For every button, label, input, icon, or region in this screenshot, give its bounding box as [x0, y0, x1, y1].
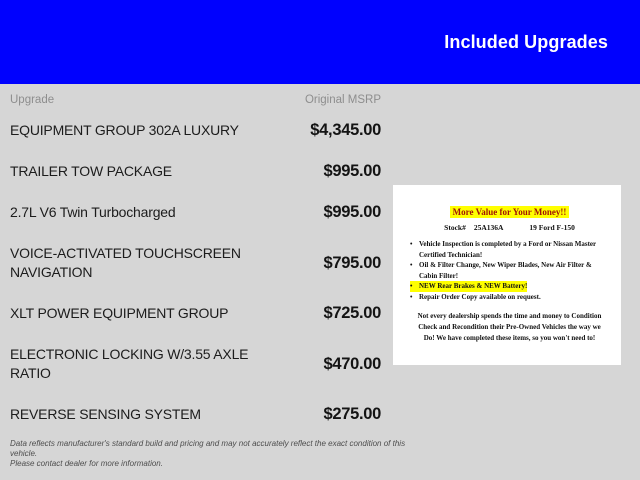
- upgrade-price: $725.00: [323, 304, 381, 322]
- bullet-icon: •: [410, 261, 413, 269]
- bullet-icon: •: [410, 281, 419, 292]
- upgrade-price: $795.00: [323, 253, 381, 272]
- upgrade-label: VOICE-ACTIVATED TOUCHSCREEN NAVIGATION: [10, 245, 241, 280]
- upgrade-price: $995.00: [323, 203, 381, 221]
- bullet-text: Oil & Filter Change, New Wiper Blades, New Air Filter & Cabin Filter!: [419, 261, 592, 280]
- table-header-row: [10, 94, 381, 106]
- table-row: [10, 394, 381, 435]
- upgrades-table: [10, 94, 381, 435]
- value-card-title-text: More Value for Your Money!!: [450, 206, 570, 218]
- value-card-bullets: [410, 239, 609, 302]
- upgrade-label: EQUIPMENT GROUP 302A LUXURY: [10, 122, 239, 138]
- upgrade-price: $470.00: [323, 354, 381, 373]
- table-row: [10, 334, 381, 394]
- upgrade-rows: [10, 110, 381, 435]
- table-row: [10, 293, 381, 334]
- value-card-title: [410, 207, 609, 217]
- page-title: Included Upgrades: [444, 31, 608, 52]
- bullet-icon: •: [410, 292, 413, 301]
- upgrade-label: 2.7L V6 Twin Turbocharged: [10, 204, 176, 220]
- value-card-bullet-item: [410, 239, 609, 260]
- bullet-text: Repair Order Copy available on request.: [419, 292, 541, 301]
- upgrade-price: $995.00: [323, 162, 381, 180]
- upgrade-price: $275.00: [323, 405, 381, 423]
- column-header-original-msrp: Original MSRP: [304, 94, 381, 106]
- upgrade-label: XLT POWER EQUIPMENT GROUP: [10, 305, 229, 321]
- vehicle-name: 19 Ford F-150: [529, 223, 575, 232]
- column-header-upgrade: Upgrade: [10, 94, 55, 106]
- bullet-text: NEW Rear Brakes & NEW Battery!: [419, 282, 528, 290]
- disclaimer: [10, 439, 430, 469]
- bullet-text: Vehicle Inspection is completed by a Ford or Nissan Master Certified Technician!: [419, 240, 597, 259]
- upgrade-price: $4,345.00: [310, 121, 381, 139]
- disclaimer-line-2: Please contact dealer for more information.: [10, 459, 163, 468]
- upgrade-label: TRAILER TOW PACKAGE: [10, 163, 172, 179]
- header-banner: [0, 0, 640, 84]
- upgrade-label: ELECTRONIC LOCKING W/3.55 AXLE RATIO: [10, 346, 249, 381]
- table-row: [10, 151, 381, 192]
- stock-label: Stock#: [444, 223, 466, 232]
- table-row: [10, 233, 381, 293]
- value-card-bullet-item: [410, 292, 609, 303]
- value-proposition-card: [393, 185, 621, 365]
- value-card-footer: Not every dealership spends the time and money to Condition Check and Recondition their Pre-Owned Vehicles the way we Do! We have completed these items, so you won't need to!: [417, 312, 602, 342]
- value-card-bullet-item: [410, 281, 609, 292]
- upgrade-label: REVERSE SENSING SYSTEM: [10, 406, 201, 422]
- value-card-bullet-item: [410, 260, 609, 281]
- stock-number: 25A136A: [473, 223, 504, 232]
- value-card-stock-line: [410, 223, 609, 232]
- disclaimer-line-1: Data reflects manufacturer's standard build and pricing and may not accurately reflect the exact condition of this vehicle.: [10, 439, 406, 458]
- bullet-icon: •: [410, 240, 413, 248]
- table-row: [10, 110, 381, 151]
- table-row: [10, 192, 381, 233]
